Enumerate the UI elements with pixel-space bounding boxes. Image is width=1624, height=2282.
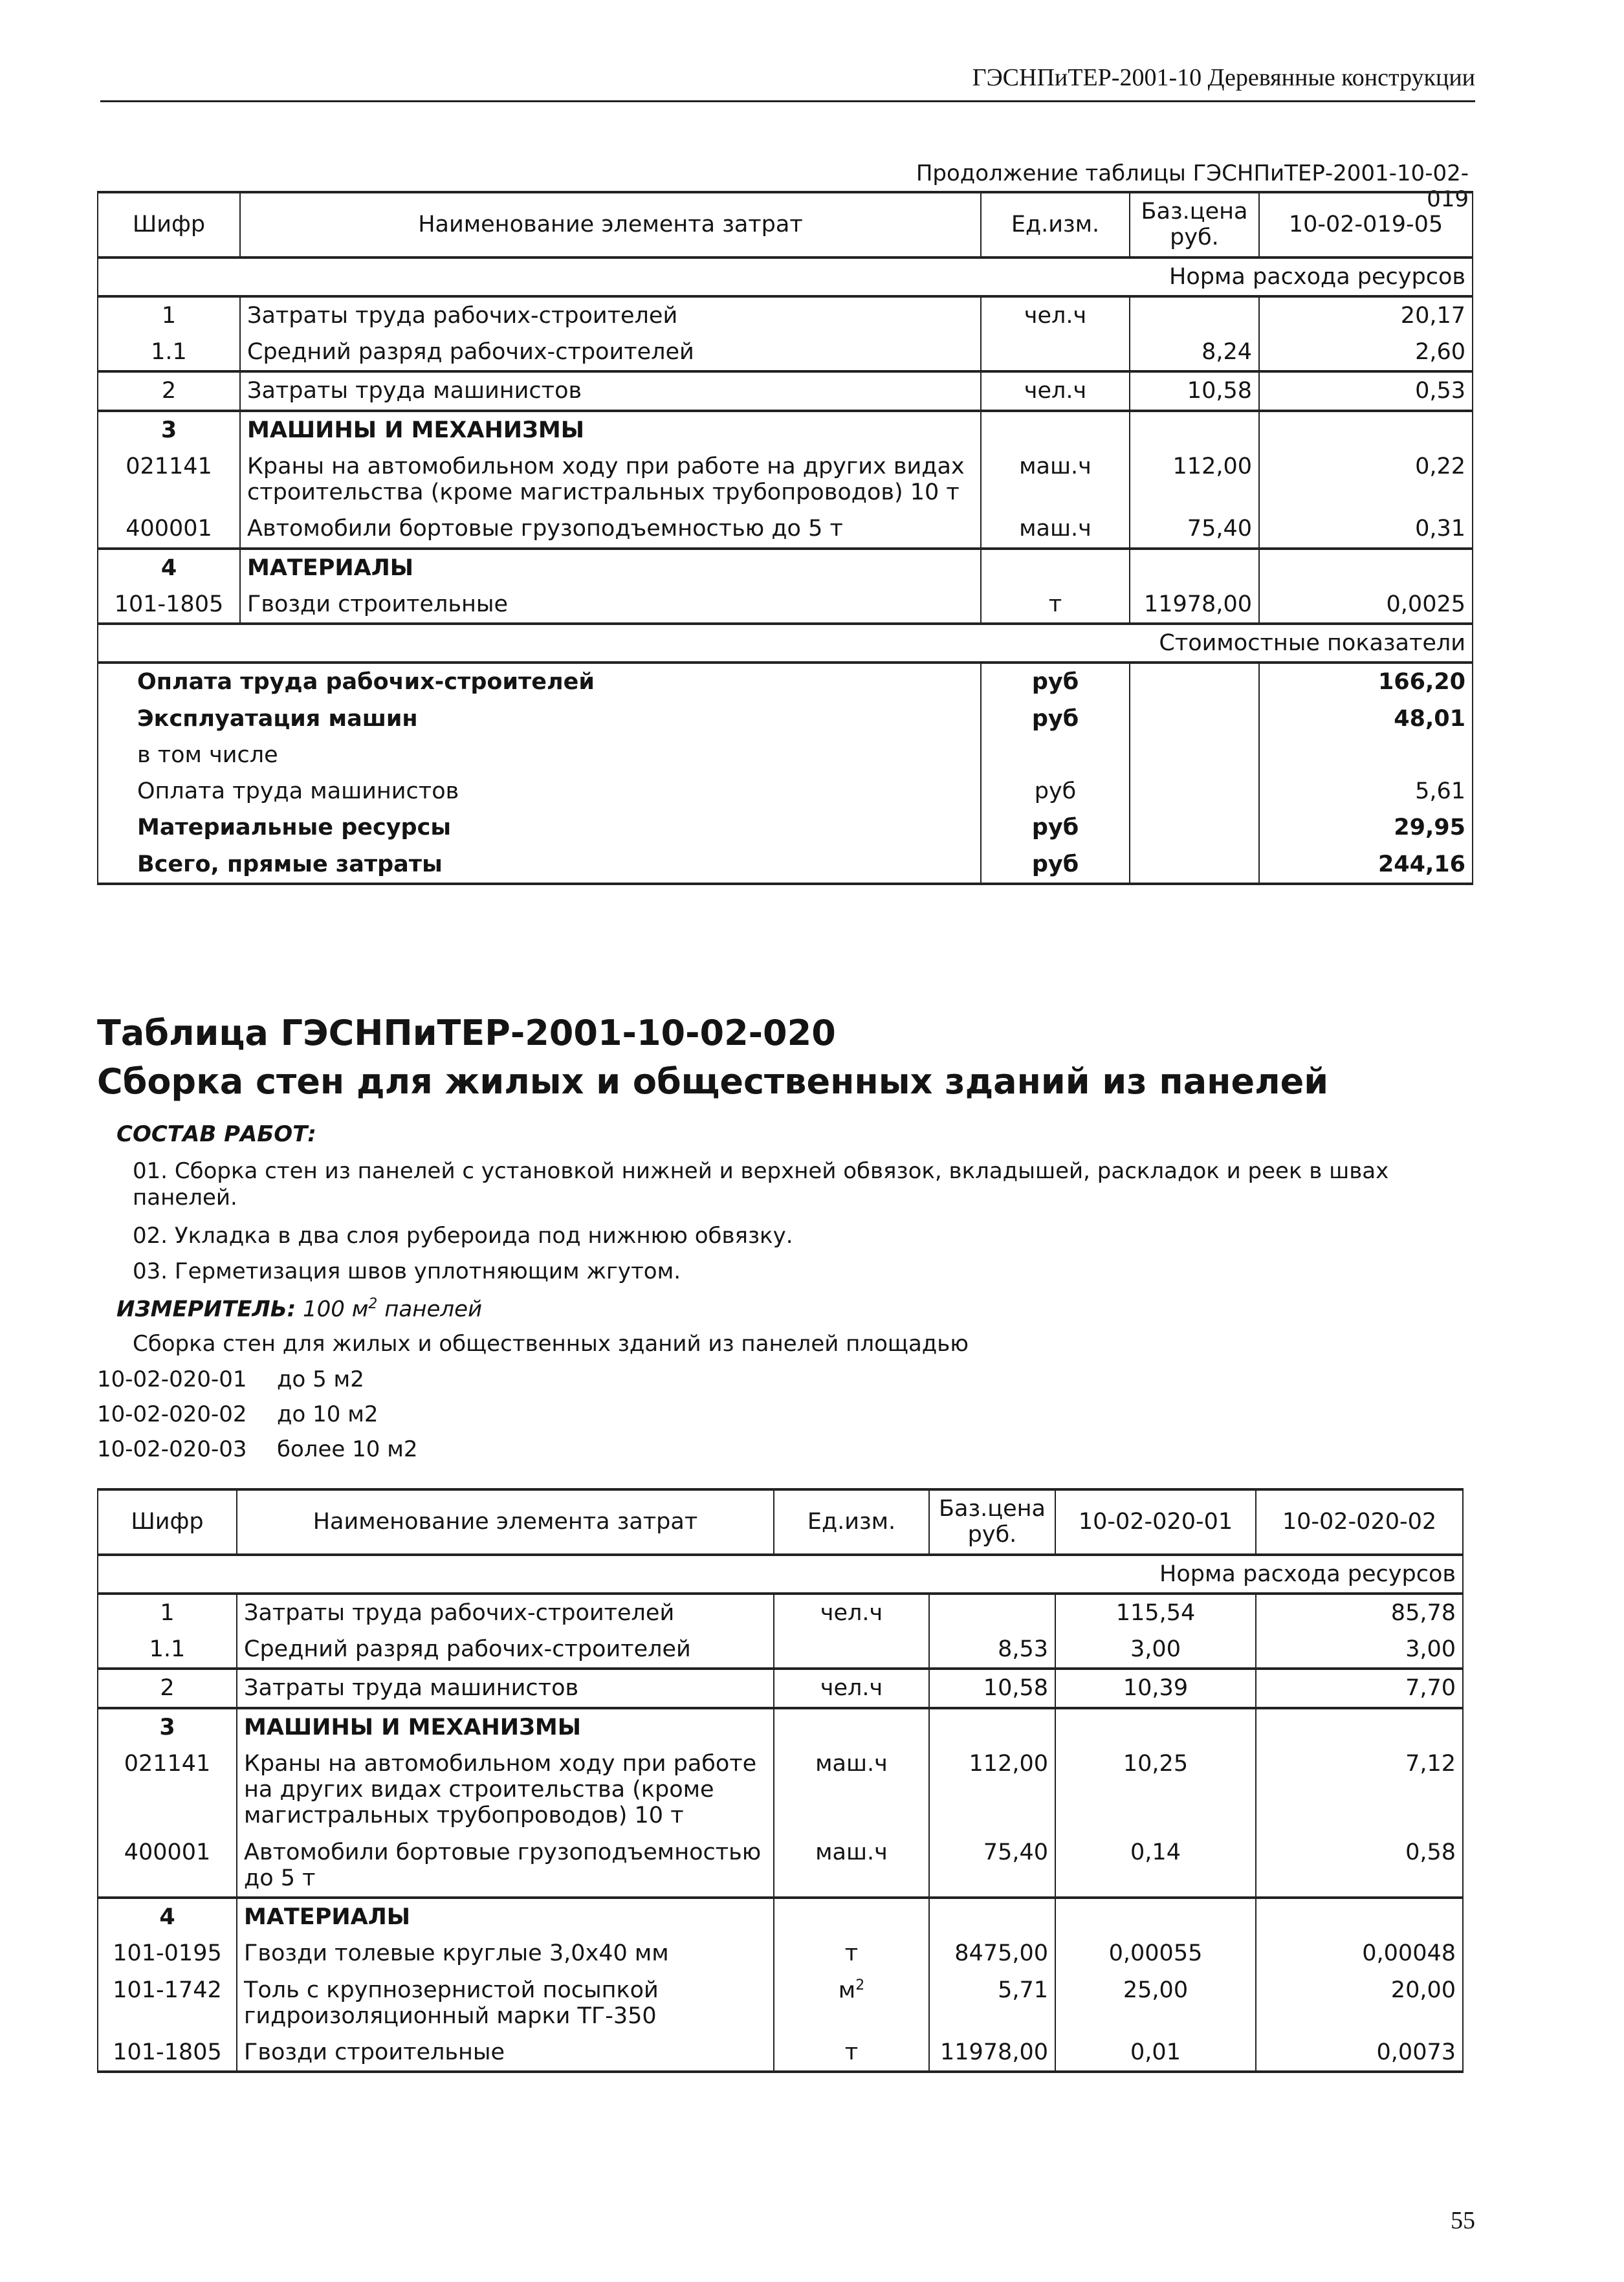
cost-row: Оплата труда машинистов руб 5,61: [98, 773, 1473, 809]
table-header-row: [98, 192, 1473, 258]
meter-line: [116, 1296, 482, 1322]
table-row: 2 Затраты труда машинистов чел.ч 10,58 0,53: [98, 371, 1473, 410]
col-header: Шифр: [98, 1489, 237, 1555]
work-item: 02. Укладка в два слоя рубероида под нижнюю обвязку.: [133, 1223, 793, 1249]
table-row: 1.1 Средний разряд рабочих-строителей 8,53 3,00 3,00: [98, 1631, 1463, 1669]
table-row: 3 МАШИНЫ И МЕХАНИЗМЫ: [98, 411, 1473, 448]
cost-row: в том числе: [98, 737, 1473, 773]
variant-code: 10-02-020-01: [97, 1366, 247, 1392]
table-row: 400001 Автомобили бортовые грузоподъемностью до 5 т маш.ч 75,40 0,31: [98, 510, 1473, 548]
col-header: 10-02-020-01: [1055, 1489, 1256, 1555]
meter-sup: 2: [368, 1296, 378, 1312]
norm-label: Норма расхода ресурсов: [98, 258, 1473, 296]
col-header: Ед.изм.: [981, 192, 1130, 258]
table-row: 101-0195 Гвозди толевые круглые 3,0x40 мм т 8475,00 0,00055 0,00048: [98, 1935, 1463, 1971]
norm-label-row: [98, 1555, 1463, 1594]
col-header: Баз.цена руб.: [1130, 192, 1259, 258]
table-row: 1 Затраты труда рабочих-строителей чел.ч 20,17: [98, 296, 1473, 334]
norm-label: Норма расхода ресурсов: [98, 1555, 1463, 1594]
cost-row: Всего, прямые затраты руб 244,16: [98, 846, 1473, 884]
work-item: 03. Герметизация швов уплотняющим жгутом.: [133, 1258, 681, 1284]
table-row: 3 МАШИНЫ И МЕХАНИЗМЫ: [98, 1708, 1463, 1746]
work-item: 01. Сборка стен из панелей с установкой нижней и верхней обвязок, вкладышей, раскладок и реек в швах панелей.: [133, 1158, 1389, 1211]
cost-row: Эксплуатация машин руб 48,01: [98, 701, 1473, 737]
table-title: Таблица ГЭСНПиТЕР-2001-10-02-020: [97, 1013, 836, 1053]
cost-row: Материальные ресурсы руб 29,95: [98, 809, 1473, 846]
table-row: 021141 Краны на автомобильном ходу при работе на других видах строительства (кроме магистральных трубопроводов) 10 т маш.ч 112,00 0,22: [98, 448, 1473, 511]
col-header: Шифр: [98, 192, 240, 258]
meter-value: 100 м: [303, 1296, 369, 1322]
work-composition-heading: СОСТАВ РАБОТ:: [116, 1121, 316, 1147]
table-row: 4 МАТЕРИАЛЫ: [98, 1898, 1463, 1935]
resource-table-020: [97, 1488, 1464, 2073]
table-header-row: [98, 1489, 1463, 1555]
table-row: 2 Затраты труда машинистов чел.ч 10,58 10,39 7,70: [98, 1669, 1463, 1707]
table-row: 400001 Автомобили бортовые грузоподъемностью до 5 т маш.ч 75,40 0,14 0,58: [98, 1834, 1463, 1898]
col-header: Ед.изм.: [774, 1489, 929, 1555]
col-header: Наименование элемента затрат: [237, 1489, 774, 1555]
norm-label-row: [98, 258, 1473, 296]
col-header: 10-02-020-02: [1256, 1489, 1463, 1555]
variant-name: до 10 м2: [277, 1401, 379, 1427]
col-header: Наименование элемента затрат: [240, 192, 981, 258]
variant-name: более 10 м2: [277, 1436, 418, 1462]
table-row: 101-1805 Гвозди строительные т 11978,00 0,01 0,0073: [98, 2034, 1463, 2072]
cost-label-row: [98, 624, 1473, 663]
table-row: 101-1805 Гвозди строительные т 11978,00 0,0025: [98, 586, 1473, 624]
cost-row: Оплата труда рабочих-строителей руб 166,20: [98, 663, 1473, 700]
table-subtitle: Сборка стен для жилых и общественных зданий из панелей: [97, 1061, 1329, 1102]
col-header: 10-02-019-05: [1259, 192, 1473, 258]
table-row: 1.1 Средний разряд рабочих-строителей 8,24 2,60: [98, 334, 1473, 371]
col-header: Баз.цена руб.: [929, 1489, 1055, 1555]
resource-table-019: [97, 191, 1473, 885]
cost-label: Стоимостные показатели: [98, 624, 1473, 663]
table-row: 1 Затраты труда рабочих-строителей чел.ч 115,54 85,78: [98, 1594, 1463, 1631]
running-header: ГЭСНПиТЕР-2001-10 Деревянные конструкции: [972, 64, 1475, 91]
page-number: 55: [1451, 2207, 1475, 2234]
variants-intro: Сборка стен для жилых и общественных зданий из панелей площадью: [133, 1331, 969, 1357]
table-continuation-caption: Продолжение таблицы ГЭСНПиТЕР-2001-10-02-019: [916, 160, 1469, 212]
header-rule: [100, 100, 1475, 102]
meter-tail: панелей: [377, 1296, 483, 1322]
variant-code: 10-02-020-02: [97, 1401, 247, 1427]
variant-name: до 5 м2: [277, 1366, 364, 1392]
meter-label: ИЗМЕРИТЕЛЬ:: [116, 1296, 296, 1322]
table-row: 101-1742 Толь с крупнозернистой посыпкой гидроизоляционный марки ТГ-350 $м^2$ 5,71 25,00 20,00: [98, 1972, 1463, 2035]
table-row: 021141 Краны на автомобильном ходу при работе на других видах строительства (кроме магистральных трубопроводов) 10 т маш.ч 112,00 10,25 7,12: [98, 1746, 1463, 1834]
table-row: 4 МАТЕРИАЛЫ: [98, 549, 1473, 586]
variant-code: 10-02-020-03: [97, 1436, 247, 1462]
